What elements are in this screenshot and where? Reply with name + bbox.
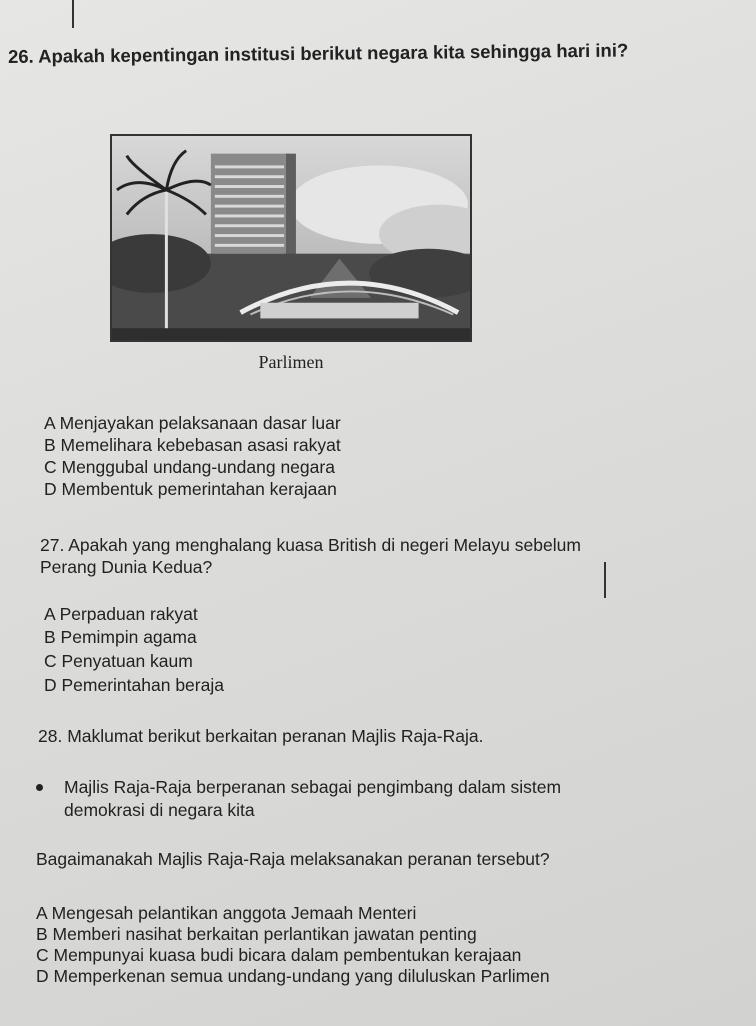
q26-option-c: C Menggubal undang-undang negara bbox=[44, 457, 335, 477]
q27-option-b: B Pemimpin agama bbox=[44, 627, 197, 647]
q28-option-c: C Mempunyai kuasa budi bicara dalam pembentukan kerajaan bbox=[36, 945, 522, 965]
q27-option-a: A Perpaduan rakyat bbox=[44, 604, 198, 624]
q28-info-line2: demokrasi di negara kita bbox=[64, 800, 255, 820]
question-28: 28. Maklumat berikut berkaitan peranan Majlis Raja-Raja. bbox=[38, 726, 484, 746]
photo-caption: Parlimen bbox=[258, 352, 324, 372]
q27-option-c: C Penyatuan kaum bbox=[44, 651, 193, 671]
q28-option-a: A Mengesah pelantikan anggota Jemaah Menteri bbox=[36, 903, 417, 923]
parliament-photo bbox=[110, 134, 472, 342]
q26-option-a: A Menjayakan pelaksanaan dasar luar bbox=[44, 413, 341, 433]
question-27-line2: Perang Dunia Kedua? bbox=[40, 557, 213, 577]
q28-option-d: D Memperkenan semua undang-undang yang diluluskan Parlimen bbox=[36, 966, 550, 986]
q26-option-d: D Membentuk pemerintahan kerajaan bbox=[44, 479, 337, 499]
q28-prompt: Bagaimanakah Majlis Raja-Raja melaksanakan peranan tersebut? bbox=[36, 849, 550, 869]
q26-option-b: B Memelihara kebebasan asasi rakyat bbox=[44, 435, 341, 455]
q28-option-b: B Memberi nasihat berkaitan perlantikan jawatan penting bbox=[36, 924, 477, 944]
q28-info-line1: Majlis Raja-Raja berperanan sebagai pengimbang dalam sistem bbox=[64, 777, 562, 797]
parliament-illustration bbox=[112, 136, 470, 340]
pen-mark-top bbox=[72, 0, 74, 28]
pen-mark-q27 bbox=[604, 562, 606, 598]
question-27-line1: 27. Apakah yang menghalang kuasa British di negeri Melayu sebelum bbox=[40, 535, 581, 555]
question-26: 26. Apakah kepentingan institusi berikut negara kita sehingga hari ini? bbox=[7, 39, 629, 67]
bullet-point bbox=[36, 784, 43, 791]
q27-option-d: D Pemerintahan beraja bbox=[44, 675, 224, 695]
